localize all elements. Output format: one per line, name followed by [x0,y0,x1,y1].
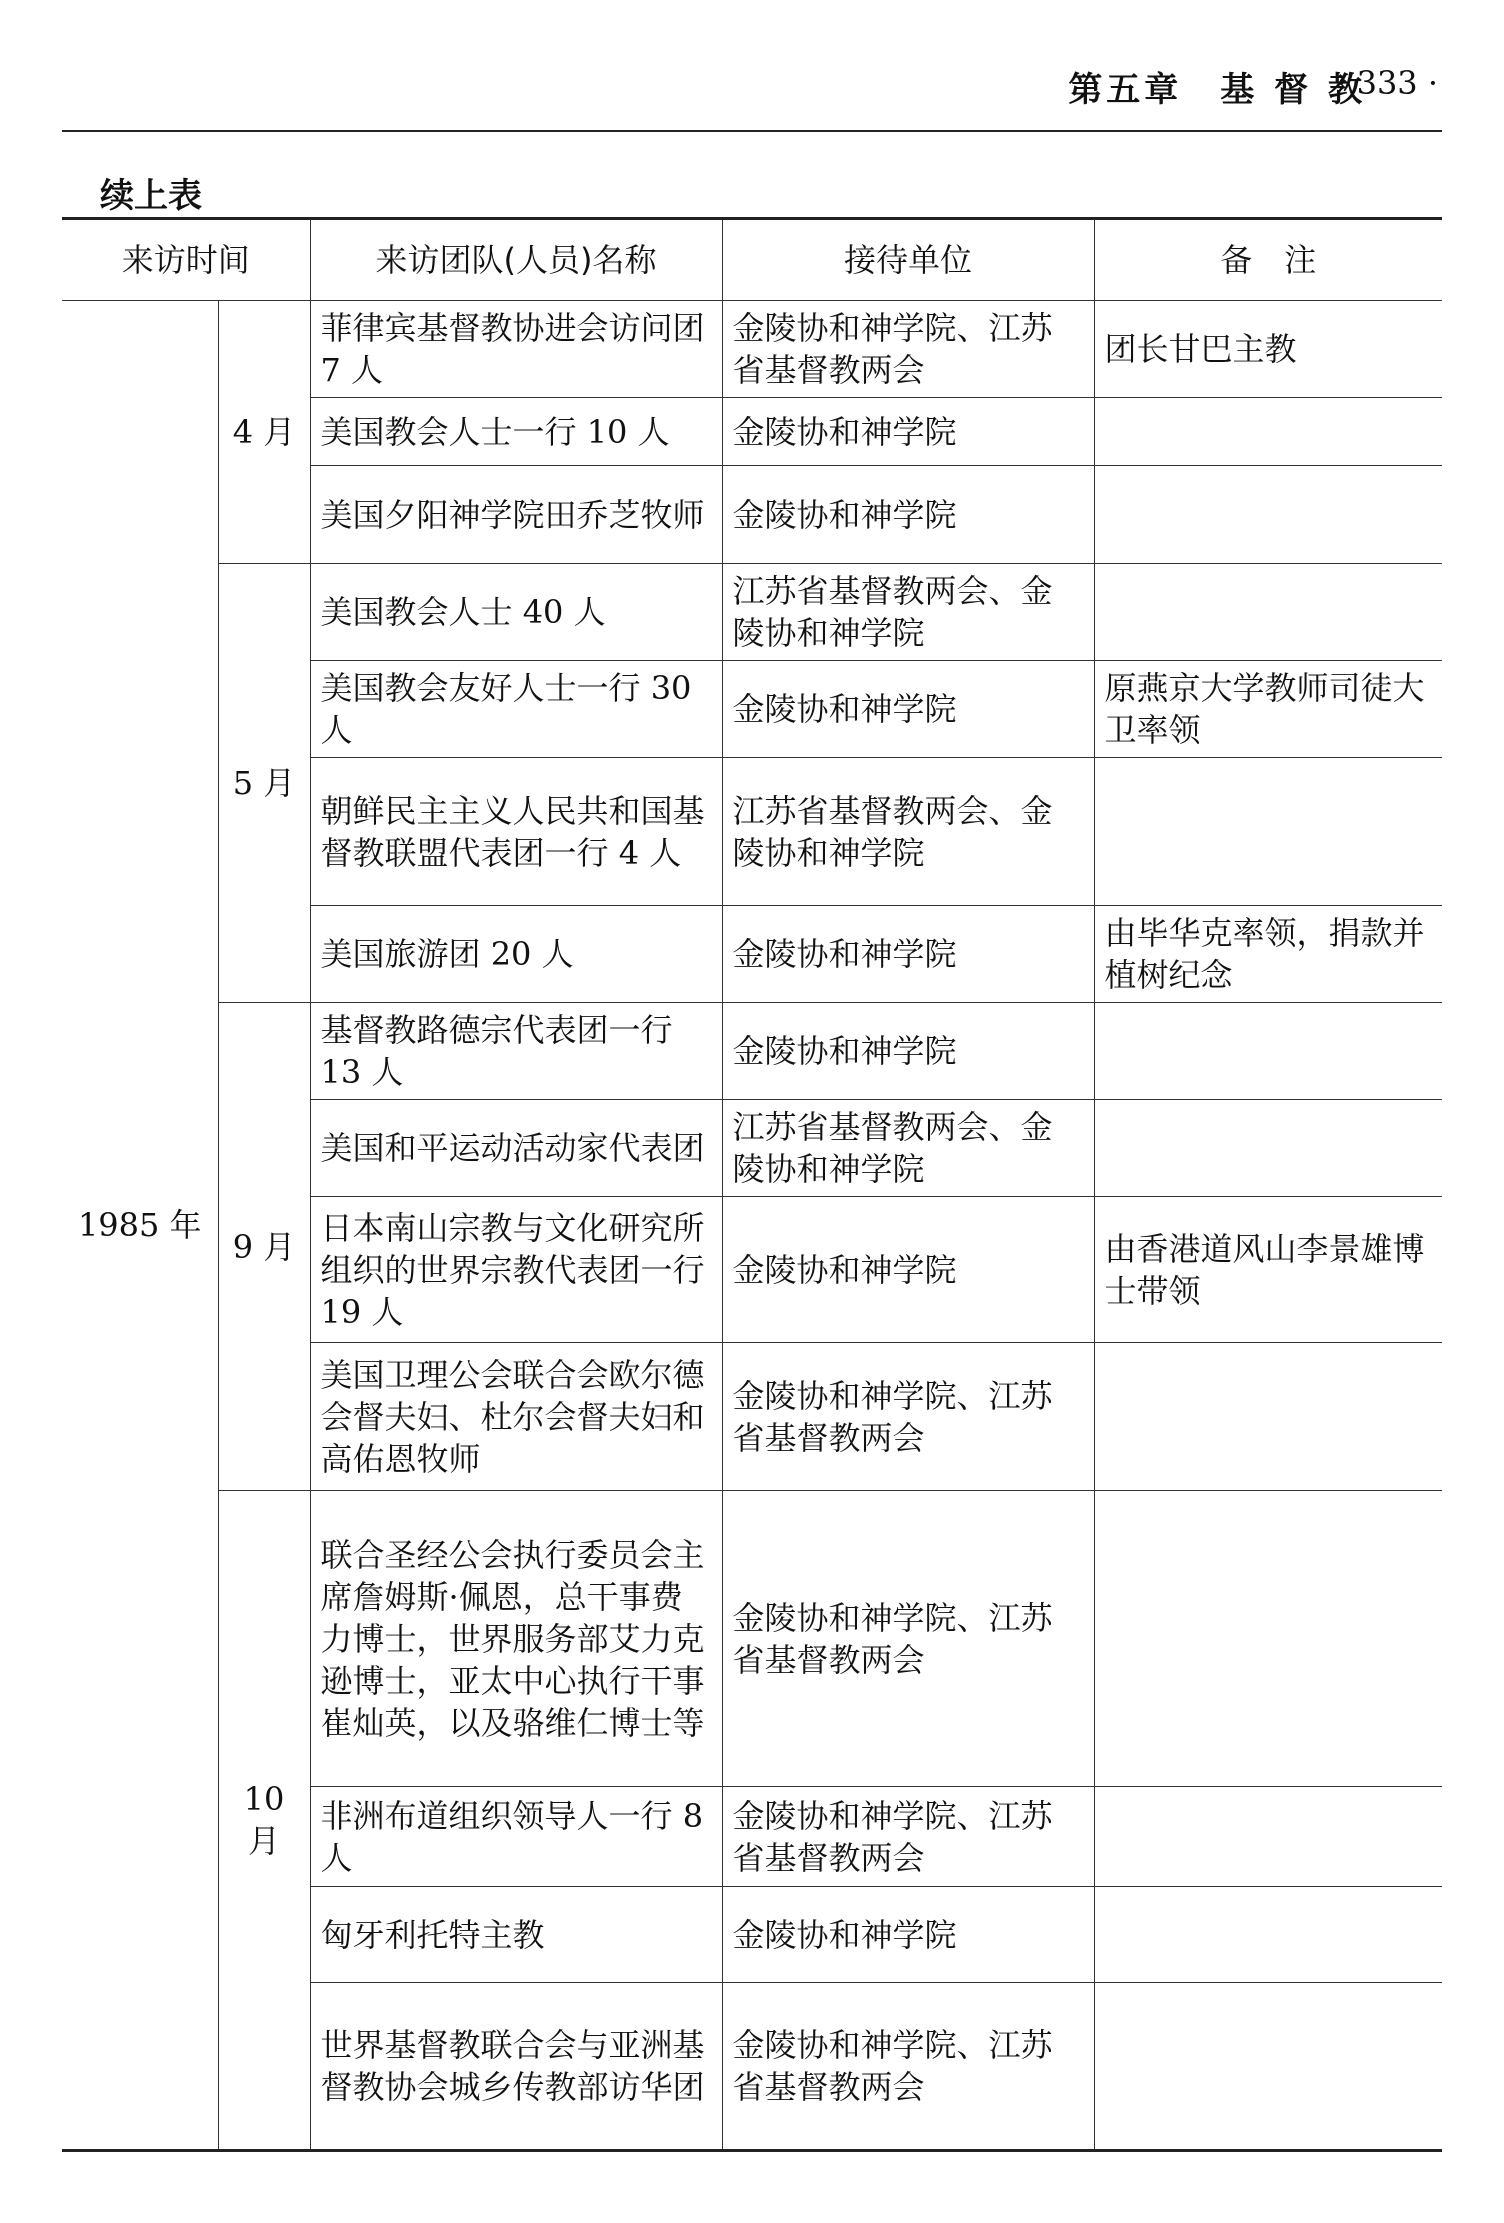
note: 团长甘巴主教 [1094,301,1442,398]
host-unit: 金陵协和神学院、江苏省基督教两会 [722,1343,1094,1491]
visitor-name: 菲律宾基督教协进会访问团 7 人 [310,301,722,398]
visitor-name: 基督教路德宗代表团一行 13 人 [310,1003,722,1100]
visitor-name: 匈牙利托特主教 [310,1887,722,1983]
visitor-name: 美国旅游团 20 人 [310,906,722,1003]
host-unit: 金陵协和神学院、江苏省基督教两会 [722,301,1094,398]
visitor-name: 非洲布道组织领导人一行 8 人 [310,1787,722,1887]
column-header-note: 备 注 [1094,219,1442,301]
note: 原燕京大学教师司徒大卫率领 [1094,661,1442,758]
host-unit: 金陵协和神学院、江苏省基督教两会 [722,1491,1094,1787]
table-row [62,1491,1442,1787]
host-unit: 金陵协和神学院 [722,661,1094,758]
table-caption: 续上表 [100,176,202,216]
month-cell-october: 10 月 [218,1491,310,2151]
host-unit: 金陵协和神学院 [722,906,1094,1003]
note [1094,1003,1442,1100]
table-row [62,564,1442,661]
note [1094,466,1442,564]
page-header [62,60,1442,132]
host-unit: 金陵协和神学院 [722,1003,1094,1100]
note [1094,758,1442,906]
host-unit: 金陵协和神学院 [722,1887,1094,1983]
note [1094,398,1442,466]
column-header-name: 来访团队(人员)名称 [310,219,722,301]
host-unit: 江苏省基督教两会、金陵协和神学院 [722,758,1094,906]
host-unit: 金陵协和神学院、江苏省基督教两会 [722,1787,1094,1887]
host-unit: 金陵协和神学院 [722,1197,1094,1343]
visitor-name: 美国和平运动活动家代表团 [310,1100,722,1197]
visitor-name: 美国教会友好人士一行 30 人 [310,661,722,758]
table-header-row [62,219,1442,301]
note [1094,1491,1442,1787]
visitor-name: 联合圣经公会执行委员会主席詹姆斯·佩恩，总干事费力博士，世界服务部艾力克逊博士，亚太中心执行干事崔灿英，以及骆维仁博士等 [310,1491,722,1787]
visitor-name: 美国夕阳神学院田乔芝牧师 [310,466,722,564]
column-header-unit: 接待单位 [722,219,1094,301]
note: 由毕华克率领，捐款并植树纪念 [1094,906,1442,1003]
page-number: · 333 · [1336,64,1438,102]
month-cell-september: 9 月 [218,1003,310,1491]
host-unit: 金陵协和神学院、江苏省基督教两会 [722,1983,1094,2151]
note [1094,1887,1442,1983]
month-cell-april: 4 月 [218,301,310,564]
host-unit: 金陵协和神学院 [722,466,1094,564]
month-cell-may: 5 月 [218,564,310,1003]
visitor-name: 美国教会人士 40 人 [310,564,722,661]
visitor-name: 美国教会人士一行 10 人 [310,398,722,466]
visitor-name: 日本南山宗教与文化研究所组织的世界宗教代表团一行 19 人 [310,1197,722,1343]
host-unit: 江苏省基督教两会、金陵协和神学院 [722,564,1094,661]
visitor-name: 世界基督教联合会与亚洲基督教协会城乡传教部访华团 [310,1983,722,2151]
visitor-name: 朝鲜民主主义人民共和国基督教联盟代表团一行 4 人 [310,758,722,906]
table-row [62,301,1442,398]
note [1094,1983,1442,2151]
host-unit: 江苏省基督教两会、金陵协和神学院 [722,1100,1094,1197]
note [1094,1787,1442,1887]
note [1094,1343,1442,1491]
note [1094,1100,1442,1197]
year-cell: 1985 年 [62,301,218,2151]
visits-table [62,217,1442,2152]
visitor-name: 美国卫理公会联合会欧尔德会督夫妇、杜尔会督夫妇和高佑恩牧师 [310,1343,722,1491]
column-header-time: 来访时间 [62,219,310,301]
note: 由香港道风山李景雄博士带领 [1094,1197,1442,1343]
host-unit: 金陵协和神学院 [722,398,1094,466]
table-row [62,1003,1442,1100]
chapter-title: 第五章 基 督 教 [1068,70,1366,110]
note [1094,564,1442,661]
